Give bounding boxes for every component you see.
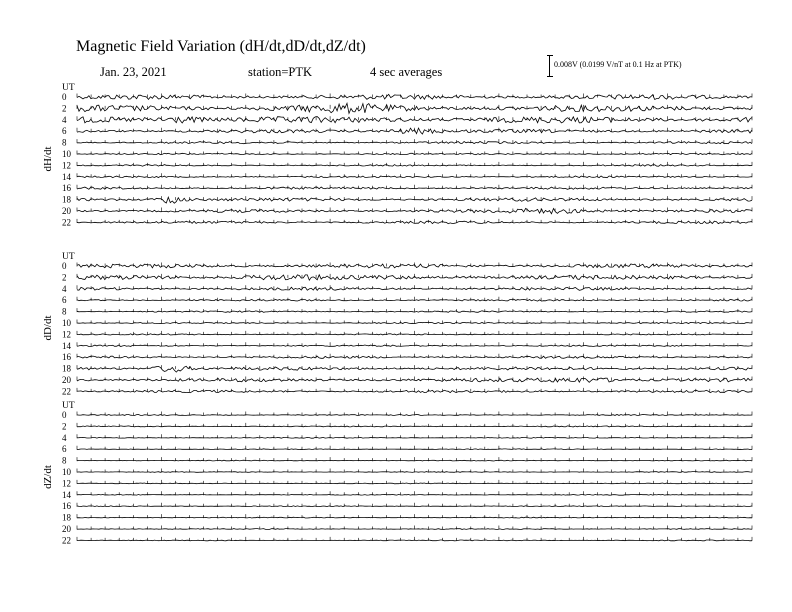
hour-label: 10: [62, 318, 71, 328]
hour-label: 14: [62, 489, 71, 500]
hour-label: 16: [62, 183, 71, 194]
hour-label: 12: [62, 329, 71, 340]
hour-label: 10: [62, 467, 71, 477]
hour-label: 16: [62, 501, 71, 512]
panel-dD-dt: [42, 252, 752, 396]
scale-label: 0.008V (0.0199 V/nT at 0.1 Hz at PTK): [554, 60, 682, 69]
hour-label: 20: [62, 206, 71, 216]
hour-label: 10: [62, 149, 71, 159]
averaging-label: 4 sec averages: [370, 65, 443, 79]
chart-title: Magnetic Field Variation (dH/dt,dD/dt,dZ/dt): [76, 38, 366, 55]
hour-label: 14: [62, 171, 71, 182]
panel-ylabel: dH/dt: [42, 146, 54, 172]
hour-label: 20: [62, 524, 71, 534]
hour-label: 18: [62, 363, 71, 374]
hour-label: 2: [62, 272, 67, 283]
hour-label: 0: [62, 92, 67, 102]
hour-label: 18: [62, 512, 71, 523]
panel-dZ-dt: [42, 401, 752, 545]
hour-label: 6: [62, 126, 67, 137]
ut-label: UT: [62, 252, 75, 262]
hour-label: 12: [62, 478, 71, 489]
hour-label: 4: [62, 432, 67, 443]
panel-dH-dt: [42, 83, 752, 227]
hour-label: 8: [62, 306, 67, 317]
hour-label: 22: [62, 535, 71, 546]
hour-label: 8: [62, 137, 67, 148]
date-label: Jan. 23, 2021: [100, 65, 167, 79]
panel-ylabel: dD/dt: [42, 315, 54, 341]
hour-label: 6: [62, 444, 67, 455]
hour-label: 20: [62, 375, 71, 385]
hour-label: 2: [62, 103, 67, 114]
hour-label: 4: [62, 114, 67, 125]
hour-label: 16: [62, 352, 71, 363]
hour-label: 22: [62, 386, 71, 397]
hour-label: 12: [62, 160, 71, 171]
hour-label: 4: [62, 283, 67, 294]
hour-label: 0: [62, 410, 67, 420]
ut-label: UT: [62, 401, 75, 411]
hour-label: 14: [62, 340, 71, 351]
panel-ylabel: dZ/dt: [42, 465, 54, 489]
hour-label: 22: [62, 217, 71, 228]
hour-label: 6: [62, 295, 67, 306]
ut-label: UT: [62, 83, 75, 93]
hour-label: 18: [62, 194, 71, 205]
hour-label: 8: [62, 455, 67, 466]
station-label: station=PTK: [248, 65, 312, 79]
hour-label: 2: [62, 421, 67, 432]
hour-label: 0: [62, 261, 67, 271]
